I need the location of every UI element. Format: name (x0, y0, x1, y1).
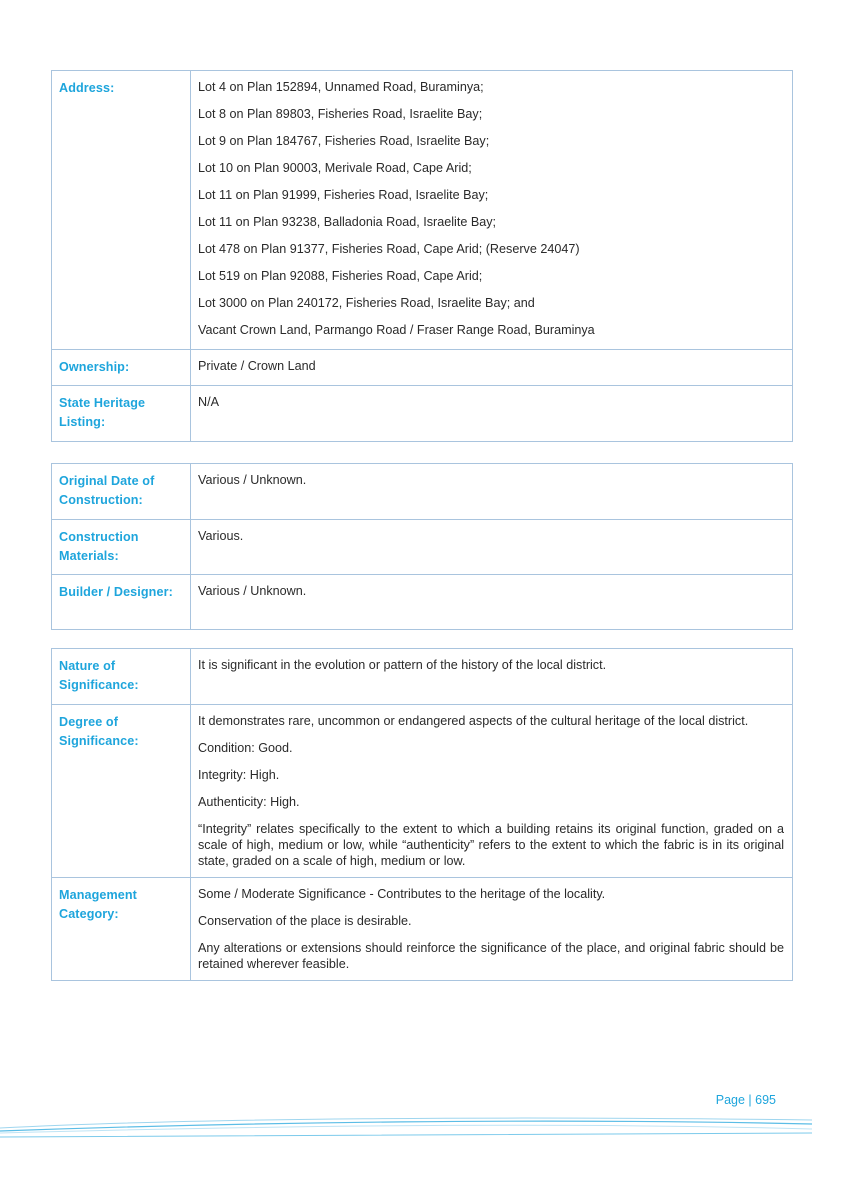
heritage-listing-value: N/A (191, 386, 793, 442)
nature-value: It is significant in the evolution or pattern of the history of the local district. (191, 649, 793, 705)
heritage-listing-row (52, 386, 793, 442)
construction-table (51, 463, 793, 630)
address-label: Address: (52, 71, 191, 350)
nature-row (52, 649, 793, 705)
management-paragraph: Some / Moderate Significance - Contributes to the heritage of the locality. (198, 887, 606, 901)
address-line: Lot 11 on Plan 93238, Balladonia Road, Israelite Bay; (198, 215, 497, 229)
construction-materials-value: Various. (191, 520, 793, 575)
footer-wave-decoration (0, 1108, 844, 1148)
address-line: Lot 478 on Plan 91377, Fisheries Road, Cape Arid; (Reserve 24047) (198, 242, 580, 256)
management-paragraph: Any alterations or extensions should reinforce the significance of the place, and original fabric should be retained wherever feasible. (198, 941, 784, 971)
construction-date-label: Original Date of Construction: (52, 464, 191, 520)
address-line: Lot 11 on Plan 91999, Fisheries Road, Israelite Bay; (198, 188, 489, 202)
address-line: Lot 10 on Plan 90003, Merivale Road, Cape Arid; (198, 161, 472, 175)
page-number: Page | 695 (715, 1093, 776, 1107)
construction-materials-label: Construction Materials: (52, 520, 191, 575)
degree-label: Degree of Significance: (52, 705, 191, 878)
degree-paragraph: Authenticity: High. (198, 795, 300, 809)
ownership-label: Ownership: (52, 350, 191, 386)
construction-date-value: Various / Unknown. (191, 464, 793, 520)
management-value (191, 878, 793, 981)
address-line: Lot 3000 on Plan 240172, Fisheries Road, Israelite Bay; and (198, 296, 535, 310)
address-line: Lot 9 on Plan 184767, Fisheries Road, Israelite Bay; (198, 134, 490, 148)
significance-table (51, 648, 793, 981)
address-value (191, 71, 793, 350)
builder-label: Builder / Designer: (52, 575, 191, 630)
builder-row (52, 575, 793, 630)
construction-materials-row (52, 520, 793, 575)
address-line: Lot 4 on Plan 152894, Unnamed Road, Buraminya; (198, 80, 484, 94)
degree-row (52, 705, 793, 878)
ownership-value: Private / Crown Land (191, 350, 793, 386)
management-paragraph: Conservation of the place is desirable. (198, 914, 412, 928)
property-table (51, 70, 793, 442)
construction-date-row (52, 464, 793, 520)
address-line: Lot 8 on Plan 89803, Fisheries Road, Israelite Bay; (198, 107, 483, 121)
management-label: Management Category: (52, 878, 191, 981)
degree-paragraph: Condition: Good. (198, 741, 293, 755)
address-line: Vacant Crown Land, Parmango Road / Fraser Range Road, Buraminya (198, 323, 595, 337)
degree-paragraph: It demonstrates rare, uncommon or endangered aspects of the cultural heritage of the local district. (198, 714, 749, 728)
management-row (52, 878, 793, 981)
nature-label: Nature of Significance: (52, 649, 191, 705)
address-line: Lot 519 on Plan 92088, Fisheries Road, Cape Arid; (198, 269, 483, 283)
degree-paragraph: Integrity: High. (198, 768, 280, 782)
ownership-row (52, 350, 793, 386)
degree-value (191, 705, 793, 878)
address-row (52, 71, 793, 350)
degree-paragraph: “Integrity” relates specifically to the extent to which a building retains its original function, graded on a scale of high, medium or low, while “authenticity” refers to the extent to which the fabric is in its original state, graded on a scale of high, medium or low. (198, 822, 784, 868)
heritage-listing-label: State Heritage Listing: (52, 386, 191, 442)
builder-value: Various / Unknown. (191, 575, 793, 630)
